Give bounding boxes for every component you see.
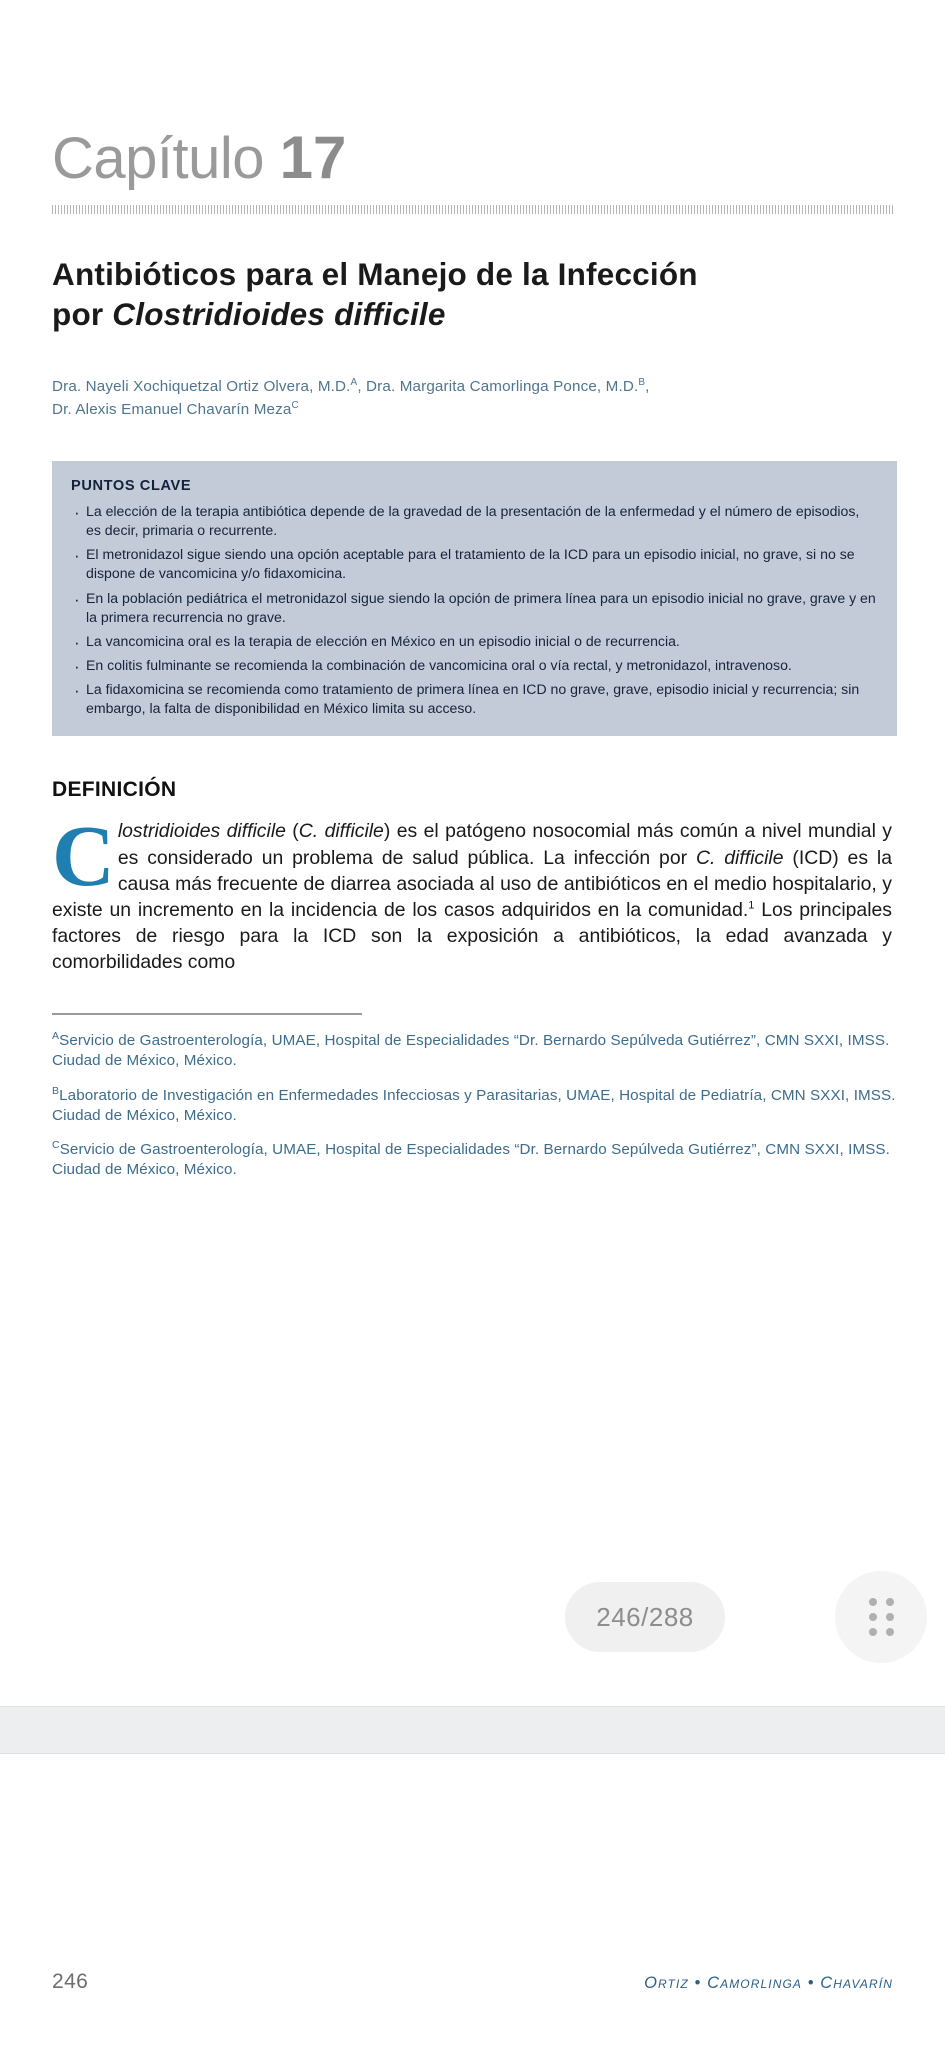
list-item: · La vancomicina oral es la terapia de elección en México en un episodio inicial o de recurrencia. — [71, 632, 878, 651]
page-title — [52, 254, 752, 335]
page-title-line2-prefix: por — [52, 296, 113, 333]
list-item: · El metronidazol sigue siendo una opción aceptable para el tratamiento de la ICD para un episodio inicial, no grave, si no se dispone de vancomicina y/o fidaxomicina. — [71, 545, 878, 583]
author-1-affiliation-marker: A — [350, 376, 358, 388]
species-italic-1: lostridioides difficile — [117, 820, 286, 843]
paragraph-text-3: (ICD) es la causa más frecuente de diarrea asociada al uso de antibióticos en el medio hospitalario, y existe un incremento en la incidencia de los casos adquiridos en la comunidad. — [52, 846, 892, 921]
key-points-box — [52, 461, 897, 737]
paragraph-text-2: ) es el patógeno nosocomial más común a nivel mundial y es considerado un problema de salud pública. La infección por — [117, 820, 892, 869]
footnote-b-marker: B — [52, 1084, 60, 1097]
footnote-a — [52, 1030, 897, 1072]
page-folio-number: 246 — [52, 1970, 89, 1993]
list-item: · La fidaxomicina se recomienda como tratamiento de primera línea en ICD no grave, grave, episodio inicial y recurrencia; sin embargo, la falta de disponibilidad en México limita su acceso. — [71, 680, 878, 718]
drag-handle-button[interactable] — [835, 1571, 927, 1663]
grid-dots-icon — [869, 1598, 894, 1636]
species-italic-3: C. difficile — [695, 846, 784, 869]
chapter-label-text: Capítulo — [52, 126, 265, 191]
list-item: · La elección de la terapia antibiótica depende de la gravedad de la presentación de la enfermedad y el número de episodios, es decir, primaria o recurrente. — [71, 502, 878, 540]
chapter-number: 17 — [279, 124, 347, 191]
author-3: Dr. Alexis Emanuel Chavarín Meza — [52, 401, 292, 419]
key-points-list — [71, 502, 878, 719]
footnote-c — [52, 1139, 897, 1181]
page-break-gap — [0, 1706, 945, 1754]
chapter-divider-rule — [52, 205, 895, 214]
footnote-b-text: Laboratorio de Investigación en Enfermedades Infecciosas y Parasitarias, UMAE, Hospital de Pediatría, CMN SXXI, IMSS. Ciudad de México, México. — [52, 1086, 896, 1124]
author-1: Dra. Nayeli Xochiquetzal Ortiz Olvera, M.D. — [52, 377, 351, 395]
page-sheet-next — [0, 1754, 945, 2048]
running-head-authors: Ortiz • Camorlinga • Chavarín — [644, 1974, 893, 1992]
authors-comma: , — [645, 377, 650, 395]
footnote-c-text: Servicio de Gastroenterología, UMAE, Hospital de Especialidades “Dr. Bernardo Sepúlveda Gutiérrez”, CMN SXXI, IMSS. Ciudad de México, México. — [52, 1141, 890, 1179]
paragraph-text-1: ( — [285, 820, 299, 843]
species-italic-2: C. difficile — [298, 820, 384, 843]
key-points-heading: PUNTOS CLAVE — [71, 477, 192, 494]
chapter-label — [52, 124, 893, 191]
page-indicator[interactable]: 246/288 — [565, 1582, 725, 1652]
drop-cap: C — [52, 807, 115, 905]
footnote-a-marker: A — [52, 1030, 60, 1042]
list-item: · En la población pediátrica el metronidazol sigue siendo la opción de primera línea para un episodio inicial no grave, grave y en la primera recurrencia no grave. — [71, 589, 878, 627]
footnote-separator — [52, 1013, 362, 1015]
author-3-affiliation-marker: C — [291, 400, 299, 412]
footnotes-block — [52, 1030, 897, 1181]
page-footer — [52, 1970, 893, 1994]
citation-ref: 1 — [748, 899, 755, 912]
paragraph-text-4: Los principales factores de riesgo para la ICD son la exposición a antibióticos, la edad avanzada y comorbilidades como — [52, 898, 892, 973]
footnote-b — [52, 1085, 897, 1127]
footnote-c-marker: C — [52, 1139, 60, 1151]
footnote-a-text: Servicio de Gastroenterología, UMAE, Hospital de Especialidades “Dr. Bernardo Sepúlveda Gutiérrez”, CMN SXXI, IMSS. Ciudad de México, México. — [52, 1032, 890, 1070]
author-2-affiliation-marker: B — [638, 376, 646, 388]
authors-line — [52, 375, 882, 422]
definition-paragraph — [52, 807, 892, 975]
list-item: · En colitis fulminante se recomienda la combinación de vancomicina oral o vía rectal, y metronidazol, intravenoso. — [71, 656, 878, 675]
page-title-line1: Antibióticos para el Manejo de la Infección — [52, 256, 698, 292]
author-2: , Dra. Margarita Camorlinga Ponce, M.D. — [357, 377, 639, 395]
section-heading-definicion: DEFINICIÓN — [52, 778, 177, 802]
page-title-species: Clostridioides difficile — [112, 296, 446, 333]
